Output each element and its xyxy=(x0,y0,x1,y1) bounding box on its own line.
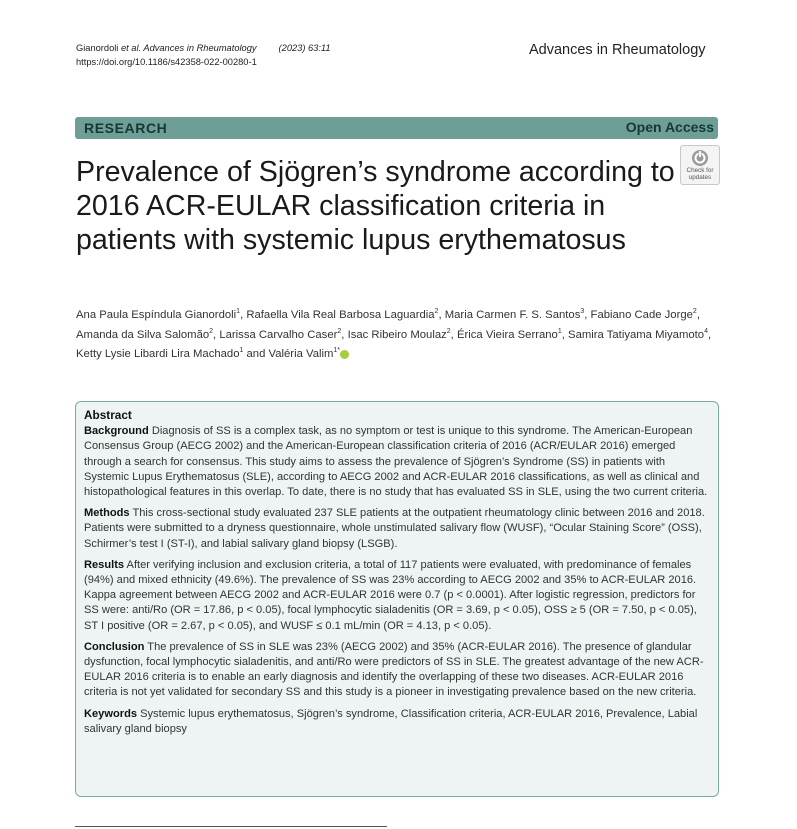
open-access-label: Open Access xyxy=(625,119,714,135)
author-name: Valéria Valim$^{1*}$ xyxy=(269,348,350,360)
citation-author: Gianordoli xyxy=(76,43,121,53)
author-name: Amanda da Silva Salomão$^2$ xyxy=(76,327,214,341)
abstract-section-text: This cross-sectional study evaluated 237 SLE patients at the outpatient rheumatology clinic between 2016 and 2018. Patients were submitted to a dryness questionnaire, whole unstimulated salivary flow (WUSF), “Ocular Staining Score” (OSS), Schirmer’s test I (ST-I), and labial salivary gland biopsy (LSGB). xyxy=(84,507,705,550)
author-affiliation: 1 xyxy=(239,347,244,355)
author-affiliation: 3 xyxy=(580,308,585,316)
author-affiliation: 1 xyxy=(557,327,562,335)
abstract-section-label: Methods xyxy=(84,507,130,520)
author-name: Ana Paula Espíndula Gianordoli$^1$ xyxy=(76,308,241,321)
author-affiliation: 4 xyxy=(704,327,708,335)
abstract-section-label: Results xyxy=(84,558,125,571)
author-name: Isac Ribeiro Moulaz$^2$ xyxy=(347,327,451,341)
abstract-section-text: The prevalence of SS in SLE was 23% (AECG 2002) and 35% (ACR-EULAR 2016). The presence of glandular dysfunction, focal lymphocytic sialadenitis, and anti/Ro were predictors of SS in SLE. The greatest advantage of the new ACR-EULAR 2016 criteria is to enable an early diagnosis and identify the overlapping of these two diseases. ACR-EULAR 2016 criteria is not yet validated for secondary SS and this study is a pioneer in investigating prevalence based on the new criteria. xyxy=(84,640,704,699)
check-for-updates-label: Check for updates xyxy=(686,167,714,181)
author-affiliation: 2 xyxy=(209,327,214,335)
author-affiliation: 1* xyxy=(333,347,341,355)
abstract-heading: Abstract xyxy=(84,408,132,422)
abstract-section-methods xyxy=(84,506,710,552)
author-affiliation: 2 xyxy=(692,308,697,316)
abstract-section-label: Conclusion xyxy=(84,640,145,653)
author-name: Ketty Lysie Libardi Lira Machado$^1$ xyxy=(76,347,244,360)
abstract-section-label: Background xyxy=(84,425,149,438)
author-affiliation: 1 xyxy=(236,308,241,316)
author-name: Rafaella Vila Real Barbosa Laguardia$^2$ xyxy=(246,308,439,321)
orcid-icon[interactable] xyxy=(340,350,349,359)
author-affiliation: 2 xyxy=(337,327,342,335)
author-affiliation: 2 xyxy=(446,327,451,335)
abstract-section-text: Diagnosis of SS is a complex task, as no symptom or test is unique to this syndrome. The American-European Consensus Group (AECG 2002) and the American-European classification criteria of 2016 (ACR/EULAR 2016) emerged through a search for consensus. This study aims to assess the prevalence of Sjögren’s Syndrome (SS) in patients with Systemic Lupus Erythematosus (SLE), according to AECG 2002 and ACR-EULAR 2016 classifications, as well as clinical and histopathological features in this overlap. To date, there is no study that has evaluated SS in SLE, using the two current criteria. xyxy=(84,425,708,499)
article-title: Prevalence of Sjögren’s syndrome according to 2016 ACR-EULAR classification criteria in patients with systemic lupus erythematosus xyxy=(76,156,675,256)
journal-name: Advances in Rheumatology xyxy=(529,42,706,58)
abstract-section-text: After verifying inclusion and exclusion criteria, a total of 117 patients were evaluated, with predominance of females (94%) and mixed ethnicity (49.6%). The prevalence of SS was 23% according to AECG 2002 and 35% to ACR-EULAR 2016. Kappa agreement between AECG 2002 and ACR-EULAR 2016 were 0.7 (p < 0.0001). After logistic regression, predictors for SS were: anti/Ro (OR = 17.86, p < 0.05), focal lymphocytic sialadenitis (OR = 3.69, p < 0.05), OSS ≥ 5 (OR = 7.50, p < 0.05), ST I positive (OR = 2.67, p < 0.05), and WUSF ≤ 0.1 mL/min (OR = 4.13, p < 0.05). xyxy=(84,558,697,632)
abstract-box xyxy=(75,401,719,797)
citation-journal: et al. Advances in Rheumatology xyxy=(120,43,257,53)
article-type-banner xyxy=(75,117,718,139)
citation-header xyxy=(76,41,331,69)
check-for-updates-button[interactable] xyxy=(680,145,720,185)
check-for-updates-icon xyxy=(691,149,709,167)
abstract-section-text: Systemic lupus erythematosus, Sjögren’s syndrome, Classification criteria, ACR-EULAR 2016, Prevalence, Labial salivary gland biopsy xyxy=(84,707,698,735)
research-label: RESEARCH xyxy=(84,120,168,136)
author-affiliation: 2 xyxy=(434,308,439,316)
abstract-section-conclusion xyxy=(84,640,710,701)
author-name: Samira Tatiyama Miyamoto$^4$ xyxy=(568,327,708,341)
author-name: Fabiano Cade Jorge$^2$ xyxy=(590,308,697,321)
abstract-section-label: Keywords xyxy=(84,707,138,720)
abstract-section-keywords xyxy=(84,707,710,737)
abstract-section-results xyxy=(84,558,710,634)
author-list: Ana Paula Espíndula Gianordoli$^1$, Rafaella Vila Real Barbosa Laguardia$^2$, Maria Carmen F. S. Santos$^3$, Fabiano Cade Jorge$^2$, Amanda da Silva Salomão$^2$, Larissa Carvalho Caser$^2$, Isac Ribeiro Moulaz$^2$, Érica Vieira Serrano$^1$, Samira Tatiyama Miyamoto$^4$, Ketty Lysie Libardi Lira Machado$^1$ and Valéria Valim$^{1*}$ xyxy=(76,308,712,360)
abstract-section-background xyxy=(84,424,710,500)
doi-link[interactable]: https://doi.org/10.1186/s42358-022-00280-1 xyxy=(76,57,257,67)
footnote-rule xyxy=(75,826,387,827)
author-name: Érica Vieira Serrano$^1$ xyxy=(456,327,562,341)
author-name: Maria Carmen F. S. Santos$^3$ xyxy=(444,308,585,321)
citation-volume: (2023) 63:11 xyxy=(278,43,331,53)
author-name: Larissa Carvalho Caser$^2$ xyxy=(219,327,342,341)
